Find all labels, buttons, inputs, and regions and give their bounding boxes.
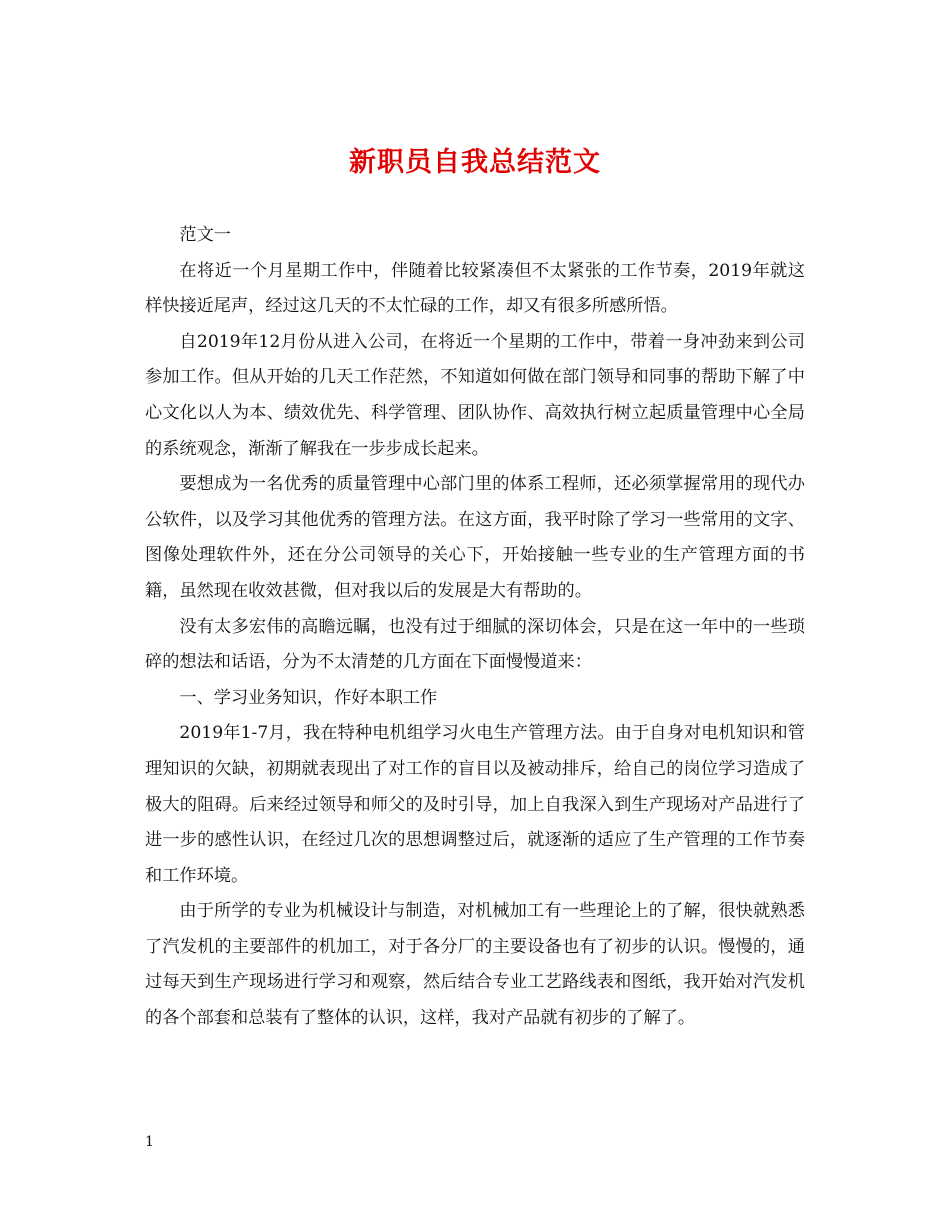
paragraph-machining: 由于所学的专业为机械设计与制造，对机械加工有一些理论上的了解，很快就熟悉了汽发机的主要部件的机加工，对于各分厂的主要设备也有了初步的认识。慢慢的，通过每天到生产现场进行学习和观察，然后结合专业工艺路线表和图纸，我开始对汽发机的各个部套和总装有了整体的认识，这样，我对产品就有初步的了解了。 [145, 901, 805, 1029]
paragraph-intro: 在将近一个月星期工作中，伴随着比较紧凑但不太紧张的工作节奏，2019年就这样快接近尾声，经过这几天的不太忙碌的工作，却又有很多所感所悟。 [145, 260, 805, 317]
page-number: 1 [145, 1134, 154, 1150]
paragraph-skills: 要想成为一名优秀的质量管理中心部门里的体系工程师，还必须掌握常用的现代办公软件，以及学习其他优秀的管理方法。在这方面，我平时除了学习一些常用的文字、图像处理软件外，还在分公司领导的关心下，开始接触一些专业的生产管理方面的书籍，虽然现在收效甚微，但对我以后的发展是大有帮助的。 [145, 474, 805, 601]
document-title: 新职员自我总结范文 [349, 147, 601, 178]
paragraph-heading-sample-one: 范文一 [179, 225, 231, 245]
paragraph-joining-company: 自2019年12月份从进入公司，在将近一个星期的工作中，带着一身冲劲来到公司参加工作。但从开始的几天工作茫然，不知道如何做在部门领导和同事的帮助下解了中心文化以人为本、绩效优先、科学管理、团队协作、高效执行树立起质量管理中心全局的系统观念，渐渐了解我在一步步成长起来。 [145, 331, 805, 459]
paragraph-reflections: 没有太多宏伟的高瞻远瞩，也没有过于细腻的深切体会，只是在这一年中的一些琐碎的想法和话语，分为不太清楚的几方面在下面慢慢道来： [145, 616, 805, 673]
paragraph-motor-group: 2019年1-7月，我在特种电机组学习火电生产管理方法。由于自身对电机知识和管理知识的欠缺，初期就表现出了对工作的盲目以及被动排斥，给自己的岗位学习造成了极大的阻碍。后来经过领导和师父的及时引导，加上自我深入到生产现场对产品进行了进一步的感性认识，在经过几次的思想调整过后，就逐渐的适应了生产管理的工作节奏和工作环境。 [145, 723, 805, 886]
section-heading-learning: 一、学习业务知识，作好本职工作 [179, 687, 438, 708]
document-body [145, 218, 805, 1037]
